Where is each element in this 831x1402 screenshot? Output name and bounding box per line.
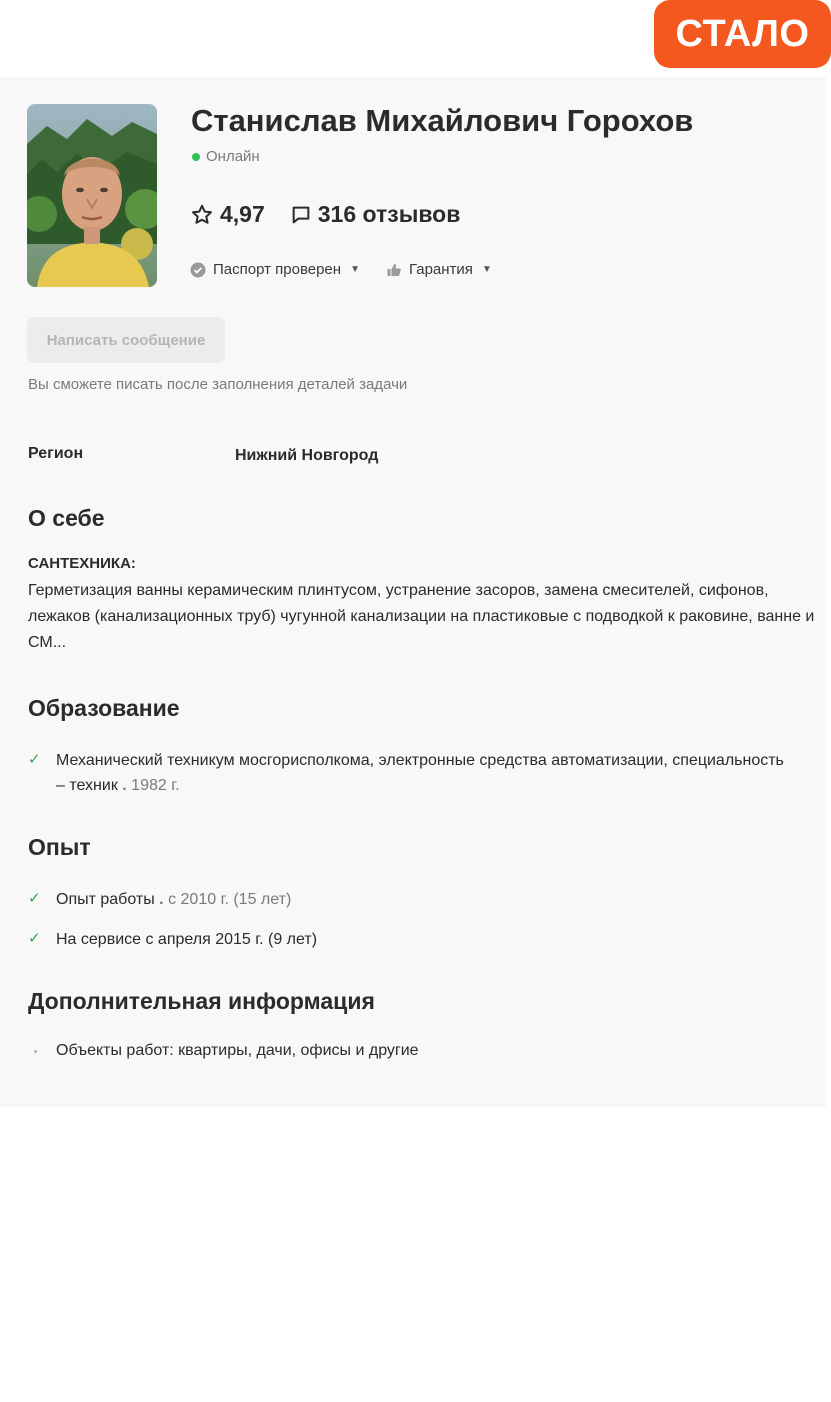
write-message-button[interactable]: Написать сообщение bbox=[27, 317, 225, 363]
bullet-icon bbox=[28, 1050, 56, 1053]
experience-item bbox=[28, 887, 291, 912]
message-hint: Вы сможете писать после заполнения деталей задачи bbox=[28, 376, 408, 393]
thumbs-up-icon bbox=[386, 262, 402, 278]
about-title: О себе bbox=[28, 505, 105, 531]
about-subtitle: САНТЕХНИКА: bbox=[28, 555, 136, 572]
experience-separator: . bbox=[159, 891, 164, 908]
education-item bbox=[28, 748, 788, 798]
passport-verified-dropdown[interactable] bbox=[190, 261, 360, 278]
chevron-down-icon: ▼ bbox=[481, 264, 492, 275]
about-text: Герметизация ванны керамическим плинтусом, устранение засоров, замена смесителей, сифонов, лежаков (канализационных труб) чугунной канализации на пластиковые с подводкой к раковине, ванне и СМ... bbox=[28, 582, 815, 651]
education-year: 1982 г. bbox=[131, 777, 180, 794]
profile-name: Станислав Михайлович Горохов bbox=[191, 103, 694, 138]
service-since: На сервисе с апреля 2015 г. (9 лет) bbox=[56, 931, 318, 948]
check-icon: ✓ bbox=[28, 751, 41, 768]
reviews-link[interactable] bbox=[290, 201, 461, 228]
online-dot-icon bbox=[192, 153, 200, 161]
experience-item bbox=[28, 927, 317, 952]
profile-stats bbox=[190, 201, 460, 228]
verifications bbox=[190, 261, 492, 278]
check-icon: ✓ bbox=[28, 890, 41, 907]
additional-info-text: Объекты работ: квартиры, дачи, офисы и другие bbox=[56, 1042, 419, 1059]
stalo-badge: СТАЛО bbox=[654, 0, 831, 68]
check-icon: ✓ bbox=[28, 930, 41, 947]
profile-card bbox=[0, 77, 826, 1107]
star-icon bbox=[190, 203, 214, 227]
comment-icon bbox=[290, 204, 312, 226]
reviews-count: 316 отзывов bbox=[317, 201, 461, 227]
experience-item-text bbox=[56, 887, 291, 912]
education-separator: . bbox=[122, 777, 127, 794]
experience-label: Опыт работы bbox=[56, 891, 155, 908]
rating bbox=[190, 201, 265, 228]
region-value: Нижний Новгород bbox=[235, 447, 379, 464]
check-circle-icon bbox=[190, 262, 206, 278]
online-status bbox=[192, 148, 260, 165]
experience-value: с 2010 г. (15 лет) bbox=[168, 891, 292, 908]
rating-value: 4,97 bbox=[220, 201, 265, 227]
additional-info-item bbox=[28, 1042, 419, 1060]
avatar bbox=[27, 104, 157, 287]
education-title: Образование bbox=[28, 695, 180, 721]
chevron-down-icon: ▼ bbox=[350, 264, 360, 275]
experience-title: Опыт bbox=[28, 834, 91, 860]
guarantee-dropdown[interactable] bbox=[386, 261, 492, 278]
additional-info-title: Дополнительная информация bbox=[28, 988, 375, 1014]
education-item-text bbox=[56, 748, 788, 798]
passport-verified-label: Паспорт проверен bbox=[213, 261, 342, 278]
guarantee-label: Гарантия bbox=[408, 261, 473, 278]
education-institution: Механический техникум мосгорисполкома, электронные средства автоматизации, специальность – техник bbox=[56, 752, 784, 794]
online-status-label: Онлайн bbox=[206, 148, 260, 165]
region-label: Регион bbox=[28, 445, 84, 462]
